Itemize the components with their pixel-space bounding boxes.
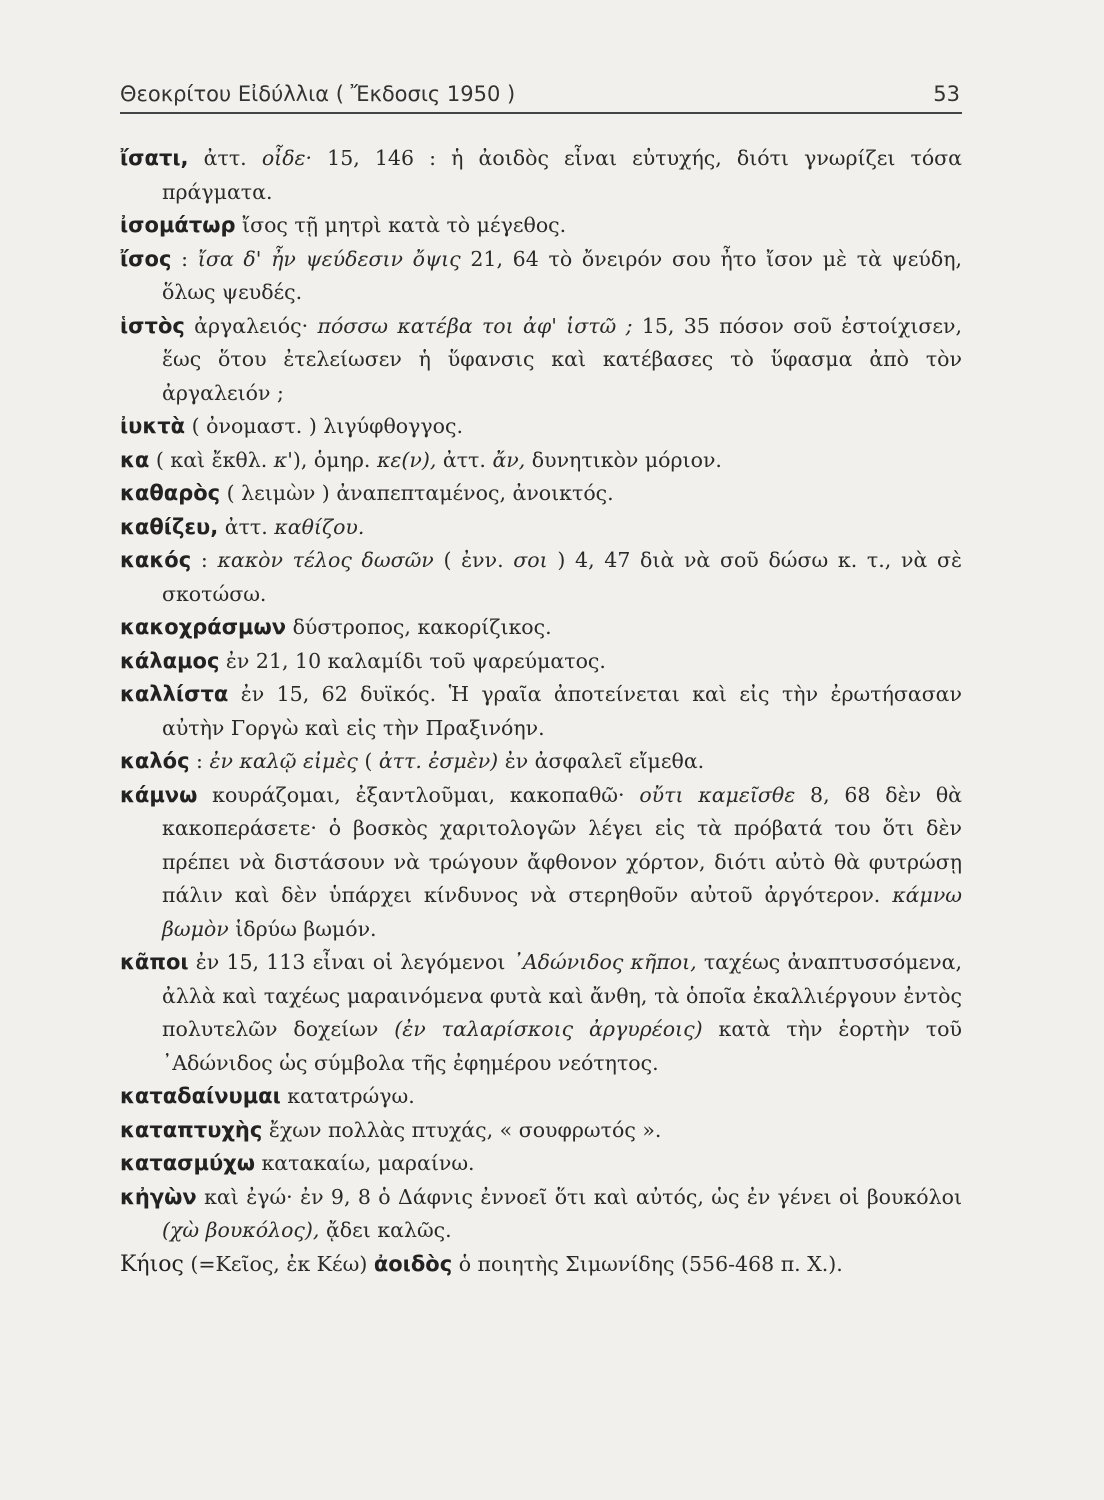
definition-text: ἀττ. [436, 447, 493, 472]
page-number: 53 [933, 82, 960, 106]
definition-text: : [189, 749, 210, 773]
definition-text: ἀττ. [188, 146, 262, 170]
running-header [120, 76, 960, 106]
definition-text: ) 4, 47 διὰ νὰ σοῦ δώσω κ. τ., νὰ σὲ σκοτώσω. [162, 548, 962, 606]
glossary-entry [120, 946, 962, 1080]
glossary-entry [120, 209, 962, 243]
headword: καθαρὸς [120, 481, 221, 505]
definition-text: κατατρώγω. [280, 1084, 415, 1108]
italic-quote: κε(ν), [376, 447, 437, 472]
definition-text: ἱδρύω βωμόν. [228, 916, 377, 941]
glossary-entry [120, 444, 962, 478]
definition-text: ἴσος τῇ μητρὶ κατὰ τὸ μέγεθος. [235, 213, 567, 237]
definition-text: : [171, 246, 198, 271]
headword: καταπτυχὴς [120, 1117, 263, 1142]
glossary-entry [120, 1181, 962, 1248]
headword: καταδαίνυμαι [120, 1084, 281, 1108]
italic-quote: οὔτι καμεῖσθε [639, 782, 796, 807]
definition-text: : [191, 548, 218, 572]
definition-text: καὶ ἐγώ· ἐν 9, 8 ὁ Δάφνις ἐννοεῖ ὅτι καὶ αὐτός, ὡς ἐν γένει οἱ βουκόλοι [196, 1184, 962, 1209]
headword: κἠγὼν [120, 1184, 197, 1209]
definition-text: ( καὶ ἔκθλ. [149, 447, 274, 472]
definition-text: ἐν 15, 62 δυϊκός. Ἡ γραῖα ἀποτείνεται καὶ εἰς τὴν ἐρωτήσασαν αὐτὴν Γοργὼ καὶ εἰς τὴν Πραξινόην. [162, 682, 962, 740]
glossary-entry [120, 779, 962, 947]
definition-text: κατακαίω, μαραίνω. [254, 1151, 475, 1175]
definition-text: δυνητικὸν μόριον. [525, 447, 722, 472]
definition-text: ταχέως ἀναπτυσσόμενα, ἀλλὰ καὶ ταχέως μαραινόμενα φυτὰ καὶ ἄνθη, τὰ ὁποῖα ἐκαλλιέργουν ἐντὸς πολυτελῶν δοχείων [162, 950, 962, 1041]
headword: ἰυκτὰ [120, 414, 186, 438]
definition-text: ), ὁμηρ. [292, 447, 377, 472]
definition-text: 15, 146 : ἡ ἀοιδὸς εἶναι εὐτυχής, διότι γνωρίζει τόσα πράγματα. [162, 146, 962, 204]
header-rule [120, 112, 962, 114]
running-title: Θεοκρίτου Εἰδύλλια ( Ἔκδοσις 1950 ) [120, 82, 516, 106]
italic-quote: (ἐν ταλαρίσκοις ἀργυρέοις) [394, 1017, 703, 1041]
headword: κακός [120, 548, 192, 572]
headword: ἀοιδὸς [373, 1251, 453, 1276]
definition-text: ὁ ποιητὴς Σιμωνίδης (556-468 π. Χ.). [452, 1251, 843, 1276]
definition-text: ἔχων πολλὰς πτυχάς, « σουφρωτός ». [262, 1117, 662, 1142]
headword: κάλαμος [120, 648, 220, 673]
italic-quote: καθίζου. [274, 514, 365, 539]
glossary-entry [120, 142, 962, 209]
definition-text: 8, 68 δὲν θὰ κακοπεράσετε· ὁ βοσκὸς χαριτολογῶν λέγει εἰς τὰ πρόβατά του ὅτι δὲν πρέπει νὰ διστάσουν νὰ τρώγουν ἄφθονον χόρτον, διότι αὐτὸ θὰ φυτρώσῃ πάλιν καὶ δὲν ὑπάρχει κίνδυνος νὰ στερηθοῦν αὐτοῦ ἀργότερον. [162, 782, 963, 907]
definition-text: κουράζομαι, ἐξαντλοῦμαι, κακοπαθῶ· [197, 782, 640, 807]
definition-text: ( ἐνν. [433, 548, 514, 572]
glossary-entry [120, 477, 962, 511]
definition-text: κατὰ τὴν ἑορτὴν τοῦ ᾿Αδώνιδος ὡς σύμβολα τῆς ἐφημέρου νεότητος. [162, 1017, 962, 1075]
definition-text: ( λειμὼν ) ἀναπεπταμένος, ἀνοικτός. [220, 481, 614, 505]
glossary-entry [120, 1248, 962, 1282]
glossary-entries [120, 142, 962, 1281]
headword: Κήιος [120, 1251, 184, 1277]
headword: ἴσος [120, 246, 172, 271]
definition-text: ᾄδει καλῶς. [319, 1218, 452, 1242]
headword: κατασμύχω [120, 1151, 255, 1175]
headword: κακοχράσμων [120, 615, 287, 639]
definition-text: 21, 64 τὸ ὄνειρόν σου ἦτο ἴσον μὲ τὰ ψεύδη, ὅλως ψευδές. [162, 246, 962, 304]
headword: ἱστὸς [120, 313, 185, 338]
glossary-entry [120, 1114, 962, 1148]
italic-quote: ἀττ. ἐσμὲν) [378, 749, 499, 773]
headword: καθίζευ, [120, 514, 219, 539]
italic-quote: κ' [273, 447, 293, 472]
glossary-entry [120, 1147, 962, 1181]
italic-quote: ᾿Αδώνιδος κῆποι, [512, 950, 697, 974]
definition-text: ἐν ἀσφαλεῖ εἴμεθα. [498, 749, 705, 773]
definition-text: ἀργαλειός· [184, 313, 318, 338]
italic-quote: πόσσω κατέβα τοι ἀφ' ἱστῶ ; [317, 313, 633, 338]
glossary-entry [120, 310, 962, 411]
glossary-entry [120, 1080, 962, 1114]
glossary-entry [120, 745, 962, 779]
glossary-entry [120, 611, 962, 645]
definition-text: ἐν 21, 10 καλαμίδι τοῦ ψαρεύματος. [219, 648, 606, 673]
definition-text: (=Κεῖος, ἐκ Κέω) [183, 1251, 374, 1276]
glossary-entry [120, 511, 962, 545]
italic-quote: (χὼ βουκόλος), [162, 1218, 320, 1242]
definition-text: ἀττ. [218, 514, 275, 539]
headword: κάμνω [120, 782, 198, 807]
definition-text: ( ὀνομαστ. ) λιγύφθογγος. [185, 414, 463, 438]
italic-quote: ἐν καλῷ εἰμὲς [209, 749, 358, 773]
headword: καλλίστα [120, 682, 229, 706]
italic-quote: σοι [513, 548, 548, 572]
glossary-entry [120, 678, 962, 745]
italic-quote: κακὸν τέλος δωσῶν [217, 548, 434, 572]
italic-quote: οἶδε· [261, 146, 313, 170]
italic-quote: ἄν, [492, 447, 526, 472]
headword: καλός [120, 749, 190, 773]
italic-quote: κάμνω βωμὸν [162, 883, 962, 941]
definition-text: δύστροπος, κακορίζικος. [286, 615, 552, 639]
headword: κᾶποι [120, 950, 189, 974]
headword: ἰσομάτωρ [120, 213, 236, 237]
glossary-entry [120, 410, 962, 444]
headword: κα [120, 447, 150, 472]
glossary-entry [120, 544, 962, 611]
definition-text: ἐν 15, 113 εἶναι οἱ λεγόμενοι [188, 950, 513, 974]
glossary-entry [120, 645, 962, 679]
definition-text: 15, 35 πόσον σοῦ ἐστοίχισεν, ἕως ὅτου ἐτελείωσεν ἡ ὕφανσις καὶ κατέβασες τὸ ὕφασμα ἀπὸ τὸν ἀργαλειόν ; [162, 313, 962, 405]
glossary-entry [120, 243, 962, 310]
italic-quote: ἴσα δ' ἦν ψεύδεσιν ὄψις [197, 246, 461, 271]
headword: ἴσατι, [120, 146, 189, 170]
definition-text: ( [357, 749, 379, 773]
